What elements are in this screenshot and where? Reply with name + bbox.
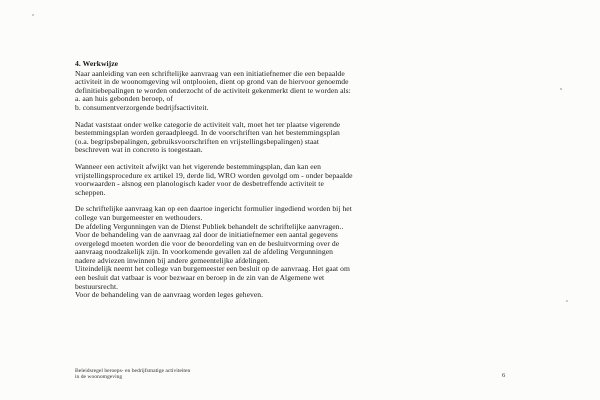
page-number: 6	[502, 372, 506, 379]
footer-line: Beleidsregel beroeps- en bedrijfsmatige activiteiten	[75, 368, 191, 374]
text-line: Naar aanleiding van een schriftelijke aanvraag van een initiatiefnemer die een bepaalde	[75, 68, 345, 78]
text-line: bestuursrecht.	[75, 281, 119, 291]
text-line: voorwaarden - alsnog een planologisch kader voor de desbetreffende activiteit te	[75, 179, 324, 189]
text-line: Voor de behandeling van de aanvraag zal door de initiatiefnemer een aantal gegevens	[75, 230, 338, 240]
text-line: a. aan huis gebonden beroep, of	[75, 94, 173, 104]
text-line: Voor de behandeling van de aanvraag worden leges geheven.	[75, 290, 264, 300]
scan-speck	[560, 88, 562, 90]
text-line: college van burgemeester en wethouders.	[75, 212, 203, 222]
text-line: Wanneer een activiteit afwijkt van het vigerende bestemmingsplan, dan kan een	[75, 161, 321, 171]
text-line: Nadat vaststaat onder welke categorie de activiteit valt, moet het ter plaatse vigerende	[75, 119, 341, 129]
text-line: aanvraag noodzakelijk zijn. In voorkomende gevallen zal de afdeling Vergunningen	[75, 247, 334, 257]
paragraph-4	[75, 205, 515, 300]
text-line: nadere adviezen inwinnen bij andere gemeentelijke afdelingen.	[75, 255, 270, 265]
paragraph-2	[75, 121, 515, 155]
paragraph-3	[75, 163, 515, 197]
text-line: De afdeling Vergunningen van de Dienst Publiek behandelt de schriftelijke aanvragen..	[75, 221, 344, 231]
scan-speck	[566, 300, 568, 302]
page-footer	[75, 368, 190, 381]
section-heading: 4. Werkwijze	[75, 59, 119, 68]
text-line: een besluit dat vatbaar is voor bezwaar en beroep in de zin van de Algemene wet	[75, 273, 325, 283]
scan-speck	[32, 14, 34, 16]
text-line: De schriftelijke aanvraag kan op een daartoe ingericht formulier ingediend worden bij het	[75, 204, 352, 214]
document-body	[75, 60, 515, 300]
text-line: scheppen.	[75, 187, 106, 197]
text-line: definitiebepalingen te worden onderzocht of de activiteit gekenmerkt dient te worden als:	[75, 85, 351, 95]
text-line: beschreven wat in concreto is toegestaan.	[75, 145, 203, 155]
footer-line: in de woonomgeving	[75, 374, 123, 381]
text-line: b. consumentverzorgende bedrijfsactiviteit.	[75, 102, 209, 112]
text-line: vrijstellingsprocedure ex artikel 19, derde lid, WRO worden gevolgd om - onder bepaalde	[75, 170, 353, 180]
text-line: overgelegd moeten worden die voor de beoordeling van en de besluitvorming over de	[75, 238, 340, 248]
text-line: Uiteindelijk neemt het college van burgemeester een besluit op de aanvraag. Het gaat om	[75, 264, 350, 274]
paragraph-1	[75, 70, 515, 113]
text-line: bestemmingsplan worden geraadpleegd. In de voorschriften van het bestemmingsplan	[75, 128, 340, 138]
text-line: activiteit in de woonomgeving wil ontplooien, dient op grond van de hiervoor genoemde	[75, 77, 349, 87]
text-line: (o.a. begripsbepalingen, gebruiksvoorschriften en vrijstellingsbepalingen) staat	[75, 136, 319, 146]
